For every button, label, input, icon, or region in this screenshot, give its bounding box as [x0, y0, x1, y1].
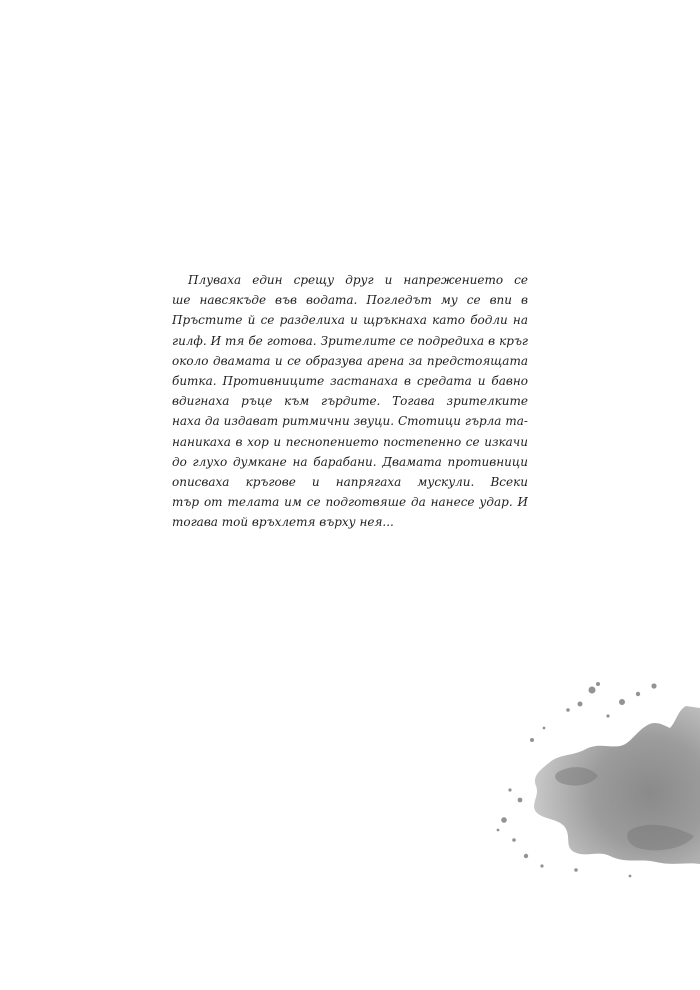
paragraph-line: наха да издават ритмични звуци. Стотици гърла та-: [172, 414, 528, 429]
ink-droplet: [518, 798, 523, 803]
ink-droplet: [574, 868, 578, 872]
paragraph-line: наникаха в хор и песнопението постепенно се изкачи: [172, 434, 528, 449]
paragraph-line: Плуваха един срещу друг и напрежението се: [188, 273, 528, 287]
ink-droplet: [629, 875, 632, 878]
ink-droplet: [508, 788, 511, 791]
ink-droplet: [606, 714, 609, 717]
ink-droplet: [578, 702, 583, 707]
ink-droplet: [566, 708, 570, 712]
paragraph-line: описваха кръгове и напрягаха мускули. Всеки: [172, 474, 528, 489]
paragraph-line: Пръстите й се разделиха и щръкнаха като бодли на: [172, 313, 528, 328]
paragraph-line: тогава той връхлетя върху нея...: [172, 515, 394, 530]
ink-droplet: [619, 699, 625, 705]
paragraph-line: вдигнаха ръце към гърдите. Тогава зрителките: [172, 394, 528, 409]
paragraph-line: битка. Противниците застанаха в средата и бавно: [172, 373, 528, 388]
ink-droplet: [530, 738, 534, 742]
ink-droplet: [540, 864, 543, 867]
paragraph-line: до глухо думкане на барабани. Двамата противници: [172, 454, 528, 469]
paragraph-line: около двамата и се образува арена за предстоящата: [172, 353, 528, 368]
paragraph-line: тър от телата им се подготвяше да нанесе удар. И: [172, 495, 528, 510]
ink-droplet: [596, 682, 600, 686]
ink-droplet: [589, 687, 596, 694]
body-paragraph: [172, 270, 528, 532]
ink-droplet: [651, 683, 656, 688]
ink-droplet: [501, 817, 507, 823]
paragraph-line: гилф. И тя бе готова. Зрителите се подредиха в кръг: [172, 333, 528, 348]
ink-droplet: [636, 692, 640, 696]
ink-splash-icon: [480, 680, 700, 880]
ink-droplet: [543, 727, 546, 730]
paragraph-line: ше навсякъде във водата. Погледът му се впи в: [172, 293, 528, 308]
ink-droplet: [524, 854, 528, 858]
ink-droplet: [497, 829, 500, 832]
ink-droplet: [512, 838, 516, 842]
